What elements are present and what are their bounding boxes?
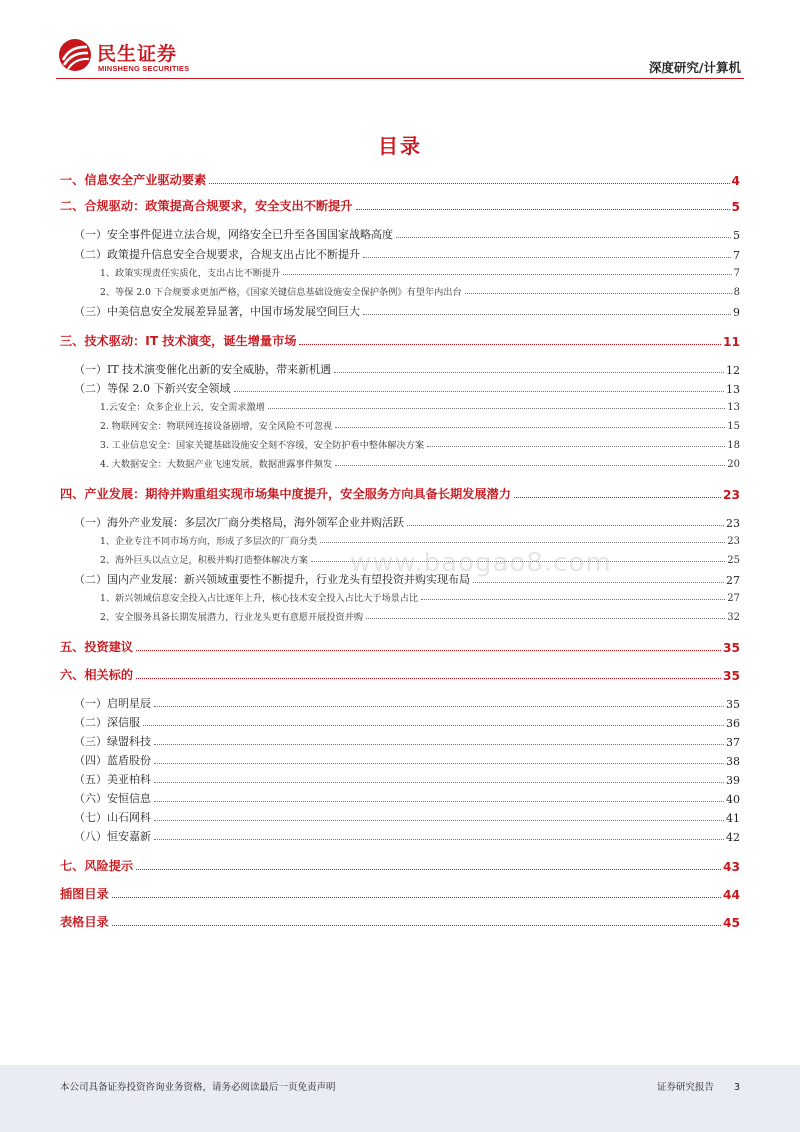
toc-entry-title: 二、合规驱动：政策提高合规要求，安全支出不断提升 — [60, 199, 353, 213]
toc-title: 目录 — [378, 134, 422, 158]
toc-entry-page: 41 — [726, 812, 740, 825]
toc-entry-title: 1、政策实现责任实质化，支出占比不断提升 — [100, 268, 281, 279]
toc-entry-page: 18 — [727, 440, 740, 451]
toc-entry-page: 7 — [733, 249, 740, 262]
toc-dot-leader — [283, 274, 731, 275]
toc-dot-leader — [154, 782, 724, 783]
toc-entry-level-1[interactable] — [60, 638, 740, 655]
toc-entry-page: 42 — [726, 831, 740, 844]
toc-dot-leader — [112, 897, 721, 898]
toc-dot-leader — [136, 869, 721, 870]
toc-entry-title: （六）安恒信息 — [74, 792, 151, 805]
toc-entry-title: （三）绿盟科技 — [74, 735, 151, 748]
toc-entry-level-2[interactable] — [60, 809, 740, 825]
toc-entry-page: 36 — [726, 717, 740, 730]
toc-entry-title: 4. 大数据安全：大数据产业飞速发展，数据泄露事件频发 — [100, 459, 333, 470]
toc-entry-page: 32 — [727, 612, 740, 623]
toc-dot-leader — [427, 446, 725, 447]
page-number: 3 — [733, 1082, 740, 1093]
toc-dot-leader — [268, 408, 725, 409]
toc-entry-page: 25 — [727, 555, 740, 566]
toc-entry-page: 15 — [727, 421, 740, 432]
toc-dot-leader — [299, 344, 721, 345]
footer-disclaimer: 本公司具备证券投资咨询业务资格，请务必阅读最后一页免责声明 — [60, 1082, 336, 1093]
toc-entry-page: 44 — [723, 888, 740, 902]
toc-entry-title: 三、技术驱动：IT 技术演变，诞生增量市场 — [60, 334, 297, 348]
toc-entry-level-3[interactable] — [60, 609, 740, 623]
toc-entry-page: 5 — [731, 200, 740, 214]
toc-dot-leader — [363, 257, 731, 258]
toc-dot-leader — [421, 599, 725, 600]
toc-dot-leader — [335, 465, 725, 466]
toc-entry-level-1[interactable] — [60, 913, 740, 930]
toc-entry-title: （七）山石网科 — [74, 811, 151, 824]
toc-dot-leader — [514, 497, 721, 498]
report-category: 深度研究/计算机 — [648, 60, 741, 75]
toc-dot-leader — [234, 391, 725, 392]
toc-entry-level-2[interactable] — [60, 303, 740, 319]
toc-entry-page: 4 — [731, 174, 740, 188]
toc-entry-title: 一、信息安全产业驱动要素 — [60, 173, 207, 187]
toc-dot-leader — [356, 209, 730, 210]
toc-entry-level-2[interactable] — [60, 695, 740, 711]
toc-dot-leader — [143, 725, 724, 726]
page-header — [0, 0, 800, 80]
toc-entry-level-2[interactable] — [60, 790, 740, 806]
toc-entry-title: 四、产业发展：期待并购重组实现市场集中度提升，安全服务方向具备长期发展潜力 — [60, 487, 511, 501]
toc-entry-level-2[interactable] — [60, 714, 740, 730]
logo-english-name: MINSHENG SECURITIES — [98, 64, 190, 73]
toc-dot-leader — [311, 561, 725, 562]
toc-dot-leader — [154, 820, 724, 821]
toc-entry-page: 43 — [723, 860, 740, 874]
toc-entry-level-2[interactable] — [60, 226, 740, 242]
toc-dot-leader — [334, 372, 724, 373]
toc-entry-level-2[interactable] — [60, 246, 740, 262]
toc-entry-title: 表格目录 — [60, 915, 109, 929]
toc-entry-level-3[interactable] — [60, 284, 740, 298]
company-logo — [58, 38, 208, 76]
toc-entry-page: 5 — [733, 229, 740, 242]
toc-entry-level-1[interactable] — [60, 332, 740, 349]
toc-entry-title: （四）蓝盾股份 — [74, 754, 151, 767]
toc-entry-title: （二）国内产业发展：新兴领域重要性不断提升，行业龙头有望投资并购实现布局 — [74, 573, 470, 586]
toc-entry-page: 13 — [726, 383, 740, 396]
toc-entry-level-2[interactable] — [60, 771, 740, 787]
toc-entry-page: 35 — [726, 698, 740, 711]
toc-entry-title: （一）启明星辰 — [74, 697, 151, 710]
toc-entry-level-3[interactable] — [60, 437, 740, 451]
toc-entry-title: （二）深信服 — [74, 716, 140, 729]
page-footer — [0, 1065, 800, 1132]
toc-entry-level-2[interactable] — [60, 380, 740, 396]
toc-entry-page: 12 — [726, 364, 740, 377]
toc-entry-level-3[interactable] — [60, 552, 740, 566]
footer-report-type: 证券研究报告 — [656, 1082, 714, 1093]
toc-entry-page: 20 — [727, 459, 740, 470]
toc-entry-page: 23 — [727, 536, 740, 547]
toc-entry-page: 45 — [723, 916, 740, 930]
toc-entry-page: 23 — [726, 517, 740, 530]
toc-entry-level-1[interactable] — [60, 197, 740, 214]
toc-entry-level-1[interactable] — [60, 885, 740, 902]
toc-entry-page: 13 — [727, 402, 740, 413]
toc-entry-title: 六、相关标的 — [60, 668, 134, 682]
toc-entry-page: 39 — [726, 774, 740, 787]
toc-entry-title: （二）政策提升信息安全合规要求，合规支出占比不断提升 — [74, 248, 360, 261]
toc-entry-title: 七、风险提示 — [60, 859, 134, 873]
toc-entry-title: （一）海外产业发展：多层次厂商分类格局，海外领军企业并购活跃 — [74, 516, 404, 529]
toc-entry-level-2[interactable] — [60, 514, 740, 530]
toc-entry-title: 2. 物联网安全：物联网连接设备剧增，安全风险不可忽视 — [100, 421, 333, 432]
toc-dot-leader — [366, 618, 725, 619]
toc-entry-page: 38 — [726, 755, 740, 768]
toc-entry-level-3[interactable] — [60, 265, 740, 279]
toc-entry-level-2[interactable] — [60, 571, 740, 587]
toc-dot-leader — [154, 706, 724, 707]
toc-entry-level-3[interactable] — [60, 590, 740, 604]
toc-dot-leader — [112, 925, 721, 926]
toc-dot-leader — [407, 525, 724, 526]
toc-entry-title: （三）中美信息安全发展差异显著，中国市场发展空间巨大 — [74, 305, 360, 318]
toc-entry-title: 2、海外巨头以点立足，积极并购打造整体解决方案 — [100, 555, 308, 566]
toc-entry-level-2[interactable] — [60, 361, 740, 377]
logo-chinese-name: 民生证券 — [97, 43, 178, 65]
toc-entry-level-2[interactable] — [60, 828, 740, 844]
toc-entry-title: （八）恒安嘉新 — [74, 830, 151, 843]
toc-entry-level-1[interactable] — [60, 666, 740, 683]
toc-entry-page: 7 — [733, 268, 740, 279]
toc-dot-leader — [396, 237, 731, 238]
toc-entry-level-3[interactable] — [60, 399, 740, 413]
toc-entry-page: 27 — [727, 593, 740, 604]
toc-entry-title: （一）IT 技术演变催化出新的安全威胁，带来新机遇 — [74, 363, 332, 376]
toc-dot-leader — [136, 678, 721, 679]
toc-entry-title: （二）等保 2.0 下新兴安全领域 — [74, 382, 231, 395]
toc-entry-page: 37 — [726, 736, 740, 749]
toc-entry-title: 1、企业专注不同市场方向，形成了多层次的厂商分类 — [100, 536, 318, 547]
toc-dot-leader — [473, 582, 724, 583]
toc-dot-leader — [335, 427, 725, 428]
toc-entry-page: 11 — [723, 335, 740, 349]
toc-entry-level-1[interactable] — [60, 485, 740, 502]
toc-dot-leader — [136, 650, 721, 651]
toc-entry-level-1[interactable] — [60, 857, 740, 874]
toc-entry-title: （五）美亚柏科 — [74, 773, 151, 786]
toc-entry-page: 40 — [726, 793, 740, 806]
toc-entry-title: 插图目录 — [60, 887, 109, 901]
footer-info — [657, 1079, 740, 1093]
toc-entry-page: 27 — [726, 574, 740, 587]
toc-entry-level-3[interactable] — [60, 456, 740, 470]
toc-entry-page: 23 — [723, 488, 740, 502]
toc-entry-level-3[interactable] — [60, 418, 740, 432]
toc-entry-level-2[interactable] — [60, 752, 740, 768]
toc-entry-title: 五、投资建议 — [60, 640, 134, 654]
toc-entry-title: 1、新兴领域信息安全投入占比逐年上升，核心技术安全投入占比大于场景占比 — [100, 593, 419, 604]
toc-entry-title: 3. 工业信息安全：国家关键基础设施安全刻不容缓，安全防护看中整体解决方案 — [100, 440, 425, 451]
toc-dot-leader — [154, 839, 724, 840]
toc-entry-title: 2、安全服务具备长期发展潜力，行业龙头更有意愿开展投资并购 — [100, 612, 364, 623]
toc-entry-level-1[interactable] — [60, 171, 740, 188]
toc-dot-leader — [209, 183, 729, 184]
toc-dot-leader — [465, 293, 732, 294]
toc-entry-page: 8 — [733, 287, 740, 298]
toc-entry-title: （一）安全事件促进立法合规，网络安全已升至各国国家战略高度 — [74, 228, 393, 241]
toc-dot-leader — [154, 744, 724, 745]
toc-entry-level-3[interactable] — [60, 533, 740, 547]
toc-dot-leader — [363, 314, 731, 315]
toc-dot-leader — [154, 763, 724, 764]
toc-entry-page: 9 — [733, 306, 740, 319]
toc-dot-leader — [154, 801, 724, 802]
header-divider — [56, 78, 744, 79]
toc-entry-title: 1.云安全：众多企业上云，安全需求激增 — [100, 402, 265, 413]
toc-entry-page: 35 — [723, 669, 740, 683]
minsheng-logo-icon — [58, 38, 92, 72]
watermark: www.baogao8.com — [350, 548, 612, 578]
toc-entry-page: 35 — [723, 641, 740, 655]
toc-dot-leader — [320, 542, 725, 543]
toc-entry-title: 2、等保 2.0 下合规要求更加严格，《国家关键信息基础设施安全保护条例》有望年内出台 — [100, 287, 462, 298]
toc-entry-level-2[interactable] — [60, 733, 740, 749]
